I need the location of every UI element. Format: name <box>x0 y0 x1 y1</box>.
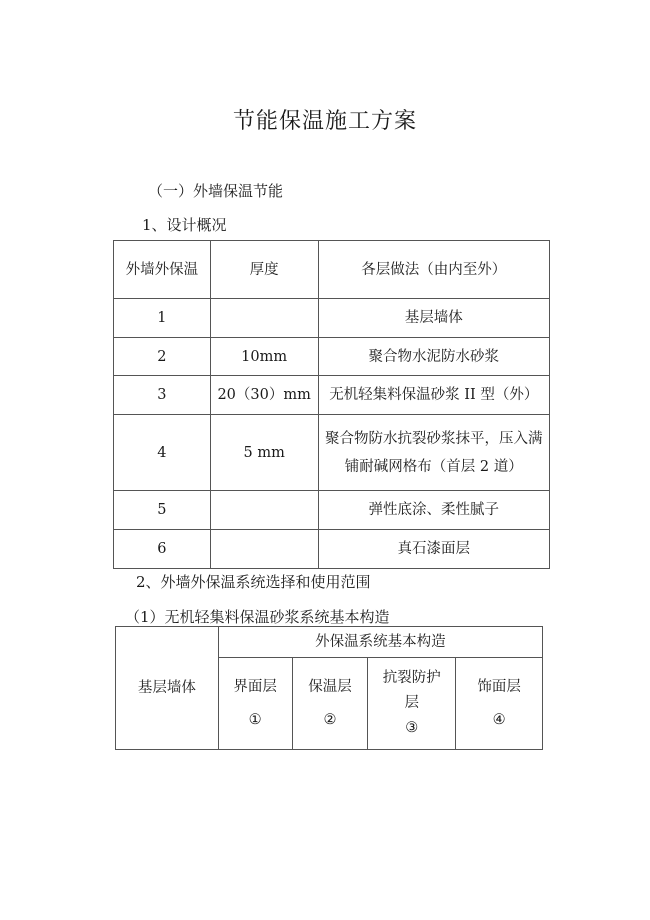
method-cell <box>318 415 549 491</box>
layer-cell <box>292 658 368 750</box>
layer-number: ② <box>323 711 337 728</box>
thickness-cell: 10mm <box>210 338 318 376</box>
layer-label: 抗裂防护 <box>382 670 441 686</box>
design-overview-table <box>113 240 550 569</box>
table-row <box>114 415 550 491</box>
layer-cell <box>368 658 456 750</box>
layer-number: ④ <box>492 711 506 728</box>
layer-number: ③ <box>405 720 419 736</box>
table-row <box>114 491 550 530</box>
subsection-heading: （1）无机轻集料保温砂浆系统基本构造 <box>125 608 390 626</box>
header-cell: 厚度 <box>210 241 318 299</box>
header-cell: 各层做法（由内至外） <box>318 241 549 299</box>
subsection-heading: 2、外墙外保温系统选择和使用范围 <box>136 573 371 591</box>
layer-label: 界面层 <box>233 678 277 695</box>
method-cell: 聚合物水泥防水砂浆 <box>318 338 549 376</box>
method-cell: 基层墙体 <box>318 299 549 338</box>
layer-cell <box>456 658 543 750</box>
row-number: 4 <box>114 415 211 491</box>
method-cell: 弹性底涂、柔性腻子 <box>318 491 549 530</box>
layer-label: 饰面层 <box>477 678 521 695</box>
layer-cell <box>218 658 292 750</box>
table-row <box>114 338 550 376</box>
method-cell: 无机轻集料保温砂浆 II 型（外） <box>318 376 549 415</box>
subsection-heading: 1、设计概况 <box>142 216 227 234</box>
base-wall-cell: 基层墙体 <box>116 627 219 750</box>
thickness-cell <box>210 530 318 569</box>
table-row <box>114 530 550 569</box>
row-number: 2 <box>114 338 211 376</box>
row-number: 5 <box>114 491 211 530</box>
thickness-cell <box>210 491 318 530</box>
document-title: 节能保温施工方案 <box>232 109 417 134</box>
method-line: 聚合物防水抗裂砂浆抹平，压入满 <box>325 430 543 447</box>
table-header-row <box>114 241 550 299</box>
row-number: 1 <box>114 299 211 338</box>
row-number: 6 <box>114 530 211 569</box>
method-line: 铺耐碱网格布（首层 2 道） <box>344 458 523 475</box>
layer-label: 保温层 <box>308 678 352 695</box>
group-header-cell: 外保温系统基本构造 <box>218 627 542 658</box>
layer-label: 层 <box>404 695 420 711</box>
table-row <box>114 299 550 338</box>
section-heading: （一）外墙保温节能 <box>148 182 284 200</box>
thickness-cell: 20（30）mm <box>210 376 318 415</box>
thickness-cell <box>210 299 318 338</box>
system-structure-table <box>115 626 543 750</box>
table-row <box>114 376 550 415</box>
thickness-cell: 5 mm <box>210 415 318 491</box>
table-header-row <box>116 627 543 658</box>
method-cell: 真石漆面层 <box>318 530 549 569</box>
layer-number: ① <box>248 711 262 728</box>
row-number: 3 <box>114 376 211 415</box>
header-cell: 外墙外保温 <box>114 241 211 299</box>
